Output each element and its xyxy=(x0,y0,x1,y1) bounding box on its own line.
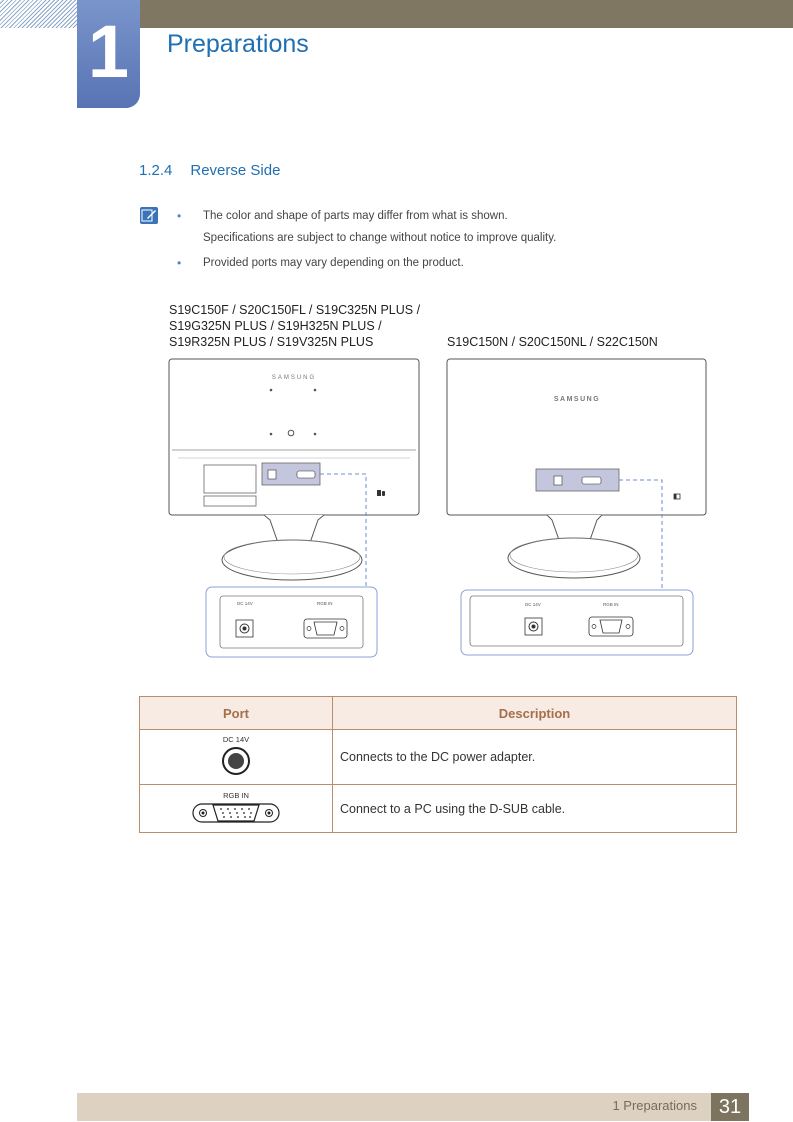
page-number: 31 xyxy=(711,1093,749,1121)
port-cell xyxy=(140,730,333,785)
note-item: Specifications are subject to change without notice to improve quality. xyxy=(203,232,557,244)
note-item: • The color and shape of parts may differ from what is shown. xyxy=(177,205,556,227)
port-label: RGB IN xyxy=(223,790,249,800)
table-row xyxy=(140,785,737,833)
bullet-icon: • xyxy=(177,209,182,223)
port-zoom-right xyxy=(461,590,693,655)
page-footer xyxy=(77,1093,749,1121)
zoom-dc-label-right: DC 14V xyxy=(525,602,541,607)
description-cell: Connect to a PC using the D-SUB cable. xyxy=(333,785,737,833)
monitor-right xyxy=(447,359,706,578)
ports-table xyxy=(139,696,737,833)
dc-power-jack-icon xyxy=(221,746,251,776)
port-zoom-left xyxy=(206,587,377,657)
bullet-icon: • xyxy=(177,256,182,270)
table-header-row xyxy=(140,697,737,730)
header-description: Description xyxy=(333,697,737,730)
note-item: • Provided ports may vary depending on the product. xyxy=(177,252,556,274)
section-number: 1.2.4 xyxy=(139,162,173,179)
chapter-title: Preparations xyxy=(167,30,309,58)
model-list-left: S19C150F / S20C150FL / S19C325N PLUS / S19G325N PLUS / S19H325N PLUS / S19R325N PLUS / S19V325N PLUS xyxy=(169,303,421,349)
model-list-right: S19C150N / S20C150NL / S22C150N xyxy=(447,335,658,349)
zoom-rgb-label-right: RGB IN xyxy=(603,602,619,607)
table-row xyxy=(140,730,737,785)
brand-logo-left: SAMSUNG xyxy=(271,375,317,381)
section-title: Reverse Side xyxy=(190,162,281,179)
header-port: Port xyxy=(140,697,333,730)
footer-chapter-text: 1 Preparations xyxy=(612,1098,697,1113)
monitor-left xyxy=(169,359,419,580)
description-cell: Connects to the DC power adapter. xyxy=(333,730,737,785)
port-label: DC 14V xyxy=(222,735,250,744)
port-cell xyxy=(140,785,333,833)
chapter-number-tab: 1 xyxy=(77,0,140,108)
zoom-rgb-label-left: RGB IN xyxy=(317,601,333,606)
brand-logo-right: SAMSUNG xyxy=(553,396,601,403)
vga-dsub-port-icon xyxy=(192,802,280,824)
zoom-dc-label-left: DC 14V xyxy=(237,601,253,606)
